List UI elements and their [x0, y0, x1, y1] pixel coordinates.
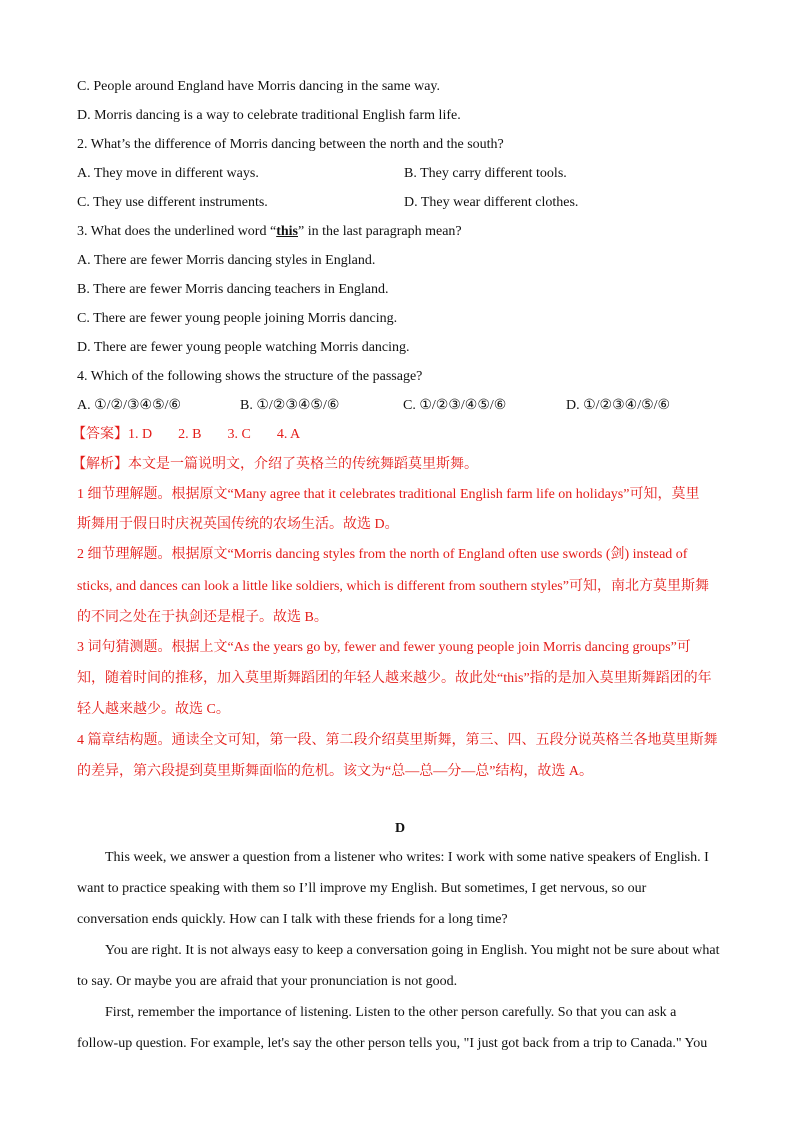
passage-p1-line-2: want to practice speaking with them so I’ll improve my English. But sometimes, I get nervous, so our	[77, 881, 647, 896]
q3-stem-after: ” in the last paragraph mean?	[297, 224, 462, 239]
q3-option-a: A. There are fewer Morris dancing styles in England.	[77, 253, 376, 268]
q2-option-c: C. They use different instruments.	[77, 195, 268, 210]
answer-label: 【答案】	[72, 427, 128, 442]
passage-p2-line-1: You are right. It is not always easy to keep a conversation going in English. You might not be sure about what	[105, 943, 720, 958]
analysis-3-line-2: 知，随着时间的推移，加入莫里斯舞蹈团的年轻人越来越少。故此处“this”指的是加入莫里斯舞蹈团的年	[77, 671, 712, 686]
passage-p3-line-2: follow-up question. For example, let's say the other person tells you, "I just got back from a trip to Canada." You	[77, 1036, 708, 1051]
passage-heading: D	[394, 821, 406, 836]
q2-option-a: A. They move in different ways.	[77, 166, 259, 181]
q4-option-a: A. ①/②/③④⑤/⑥	[77, 398, 182, 413]
q2-option-b: B. They carry different tools.	[404, 166, 567, 181]
q1-option-d: D. Morris dancing is a way to celebrate traditional English farm life.	[77, 108, 461, 123]
analysis-4-line-1: 4 篇章结构题。通读全文可知，第一段、第二段介绍莫里斯舞，第三、四、五段分说英格兰各地莫里斯舞	[77, 733, 718, 748]
answer-1: 1. D	[128, 427, 153, 442]
q3-stem-before: 3. What does the underlined word “	[77, 224, 277, 239]
q3-option-d: D. There are fewer young people watching Morris dancing.	[77, 340, 410, 355]
analysis-3-line-1: 3 词句猜测题。根据上文“As the years go by, fewer and fewer young people join Morris dancing groups”可	[77, 640, 691, 655]
q4-option-b: B. ①/②③④⑤/⑥	[240, 398, 340, 413]
analysis-2-line-2: sticks, and dances can look a little like soldiers, which is different from southern styles”可知，南北方莫里斯舞	[77, 579, 709, 594]
analysis-intro: 【解析】本文是一篇说明文，介绍了英格兰的传统舞蹈莫里斯舞。	[72, 457, 478, 472]
answer-4: 4. A	[276, 427, 301, 442]
answer-2: 2. B	[178, 427, 202, 442]
q4-stem: 4. Which of the following shows the structure of the passage?	[77, 369, 423, 384]
q4-option-c: C. ①/②③/④⑤/⑥	[403, 398, 507, 413]
q3-option-c: C. There are fewer young people joining Morris dancing.	[77, 311, 398, 326]
passage-p1-line-3: conversation ends quickly. How can I talk with these friends for a long time?	[77, 912, 508, 927]
analysis-3-line-3: 轻人越来越少。故选 C。	[77, 702, 230, 717]
q2-stem: 2. What’s the difference of Morris dancing between the north and the south?	[77, 137, 504, 152]
q3-stem	[77, 221, 723, 243]
q2-option-d: D. They wear different clothes.	[404, 195, 579, 210]
passage-p2-line-2: to say. Or maybe you are afraid that your pronunciation is not good.	[77, 974, 458, 989]
analysis-1-line-2: 斯舞用于假日时庆祝英国传统的农场生活。故选 D。	[77, 517, 399, 532]
analysis-4-line-2: 的差异，第六段提到莫里斯舞面临的危机。该文为“总—总—分—总”结构，故选 A。	[77, 764, 594, 779]
passage-p1-line-1: This week, we answer a question from a listener who writes: I work with some native speakers of English. I	[105, 850, 709, 865]
answer-key	[72, 424, 718, 446]
q3-underlined-word: this	[276, 224, 298, 239]
answer-3: 3. C	[227, 427, 251, 442]
analysis-2-line-3: 的不同之处在于执剑还是棍子。故选 B。	[77, 610, 328, 625]
q4-option-d: D. ①/②③④/⑤/⑥	[566, 398, 671, 413]
analysis-2-line-1: 2 细节理解题。根据原文“Morris dancing styles from the north of England often use swords (剑) instead of	[77, 547, 688, 562]
q3-option-b: B. There are fewer Morris dancing teachers in England.	[77, 282, 389, 297]
passage-p3-line-1: First, remember the importance of listening. Listen to the other person carefully. So that you can ask a	[105, 1005, 677, 1020]
analysis-1-line-1: 1 细节理解题。根据原文“Many agree that it celebrates traditional English farm life on holidays”可知，莫里	[77, 487, 700, 502]
q1-option-c: C. People around England have Morris dancing in the same way.	[77, 79, 441, 94]
